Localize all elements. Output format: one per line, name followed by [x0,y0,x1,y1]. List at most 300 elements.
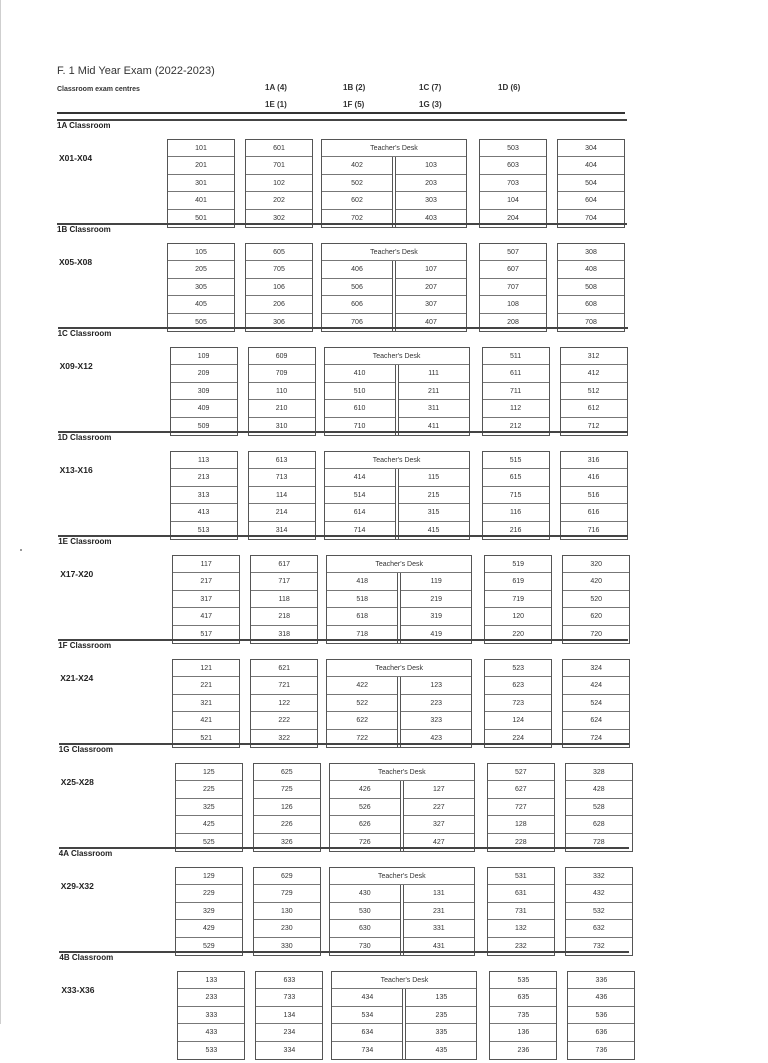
classroom-section [57,121,631,231]
seat-range: X17-X20 [60,569,94,579]
seat-number: 234 [256,1024,322,1041]
seat-number: 330 [280,942,293,950]
seat-number: 734 [361,1046,374,1054]
seat-number: 332 [566,868,632,885]
seat-column [322,157,396,227]
seat-column [167,243,235,332]
seat-number: 134 [256,1007,322,1024]
seat-column [327,677,401,747]
seat-number: 209 [171,365,237,382]
seat-number: 636 [568,1024,634,1041]
teacher-desk-block [321,139,467,228]
seat-number: 110 [249,383,315,400]
classroom-section [58,745,633,855]
section-divider [58,639,628,641]
seat-number: 720 [590,630,603,638]
seat-number: 220 [512,630,525,638]
seat-column [325,365,399,435]
seat-number: 536 [568,1007,634,1024]
seat-column [479,243,547,332]
seat-number: 735 [490,1007,556,1024]
seat-number: 317 [173,591,239,608]
teacher-desk-label: Teacher's Desk [330,764,474,781]
seat-column [401,677,471,747]
seat-number: 514 [325,487,395,504]
seat-number: 507 [480,244,546,261]
seat-column [482,451,550,540]
seat-number: 509 [197,422,210,430]
seat-number: 105 [168,244,234,261]
section-divider [59,847,629,849]
seat-number: 408 [558,261,624,278]
class-count-1b: 1B (2) [343,83,366,92]
teacher-desk-block [326,659,472,748]
seat-column [255,971,323,1060]
seat-number: 103 [396,157,466,174]
seat-column [245,139,313,228]
seat-column [248,451,316,540]
seat-range: X29-X32 [60,881,94,891]
seat-number: 125 [176,764,242,781]
class-count-1f: 1F (5) [343,100,365,109]
seat-number: 204 [507,214,519,222]
seat-number: 708 [585,318,597,326]
seat-number: 119 [401,573,471,590]
seat-number: 219 [401,591,471,608]
classroom-section [58,537,632,647]
seat-number: 519 [485,556,551,573]
seat-column [250,659,318,748]
seat-number: 327 [404,816,474,833]
seat-column [484,555,552,644]
seat-number: 715 [483,487,549,504]
scan-speck [20,549,22,551]
class-count-1g: 1G (3) [419,100,442,109]
seat-number: 522 [327,695,397,712]
seat-number: 630 [330,920,400,937]
seat-number: 205 [168,261,234,278]
seat-number: 133 [178,972,244,989]
classroom-name: 1A Classroom [57,121,111,130]
seat-number: 135 [406,989,476,1006]
seat-number: 523 [485,660,551,677]
seat-number: 320 [563,556,629,573]
seat-number: 530 [330,903,400,920]
seat-number: 434 [332,989,402,1006]
seat-number: 230 [254,920,320,937]
seat-number: 417 [173,608,239,625]
teacher-desk-block [321,243,467,332]
seat-number: 726 [358,838,371,846]
seat-number: 129 [176,868,242,885]
seat-number: 603 [480,157,546,174]
page-subtitle: Classroom exam centres [57,86,140,93]
teacher-desk-label: Teacher's Desk [332,972,476,989]
seat-number: 607 [480,261,546,278]
seat-number: 510 [325,383,395,400]
seat-number: 615 [483,469,549,486]
seat-number: 304 [558,140,624,157]
seat-number: 727 [488,799,554,816]
seat-number: 634 [332,1024,402,1041]
seat-number: 704 [585,214,597,222]
seat-number: 610 [325,400,395,417]
seat-number: 410 [325,365,395,382]
seat-number: 711 [483,383,549,400]
seat-number: 508 [558,279,624,296]
seat-number: 611 [483,365,549,382]
classroom-section [59,953,633,1063]
seat-number: 725 [254,781,320,798]
seat-number: 221 [173,677,239,694]
seat-number: 425 [176,816,242,833]
seat-number: 422 [327,677,397,694]
seat-number: 404 [558,157,624,174]
classroom-section [57,433,632,543]
seat-number: 719 [485,591,551,608]
seat-number: 121 [173,660,239,677]
seat-number: 235 [406,1007,476,1024]
seat-number: 324 [563,660,629,677]
seat-number: 604 [558,192,624,209]
seat-column [479,139,547,228]
seat-number: 602 [322,192,392,209]
section-divider [58,431,628,433]
seat-number: 310 [275,422,288,430]
seat-number: 618 [327,608,397,625]
seat-number: 419 [430,630,443,638]
seat-column [177,971,245,1060]
seat-number: 632 [566,920,632,937]
seat-column [245,243,313,332]
seat-number: 123 [401,677,471,694]
seat-number: 702 [351,214,363,222]
seat-number: 228 [514,838,527,846]
seat-column [322,261,396,331]
seat-number: 326 [280,838,293,846]
seat-number: 703 [480,175,546,192]
seat-number: 535 [490,972,556,989]
seat-number: 215 [399,487,469,504]
classroom-section [58,849,633,959]
seat-column [482,347,550,436]
seat-number: 322 [278,734,291,742]
seat-range: X09-X12 [59,361,93,371]
seat-column [175,763,243,852]
seat-number: 608 [558,296,624,313]
seat-number: 111 [399,365,469,382]
teacher-desk-label: Teacher's Desk [322,140,466,157]
seat-number: 504 [558,175,624,192]
seat-range: X25-X28 [60,777,94,787]
seat-number: 724 [590,734,603,742]
seat-number: 226 [254,816,320,833]
seat-number: 403 [425,214,437,222]
seat-number: 534 [332,1007,402,1024]
seat-number: 203 [396,175,466,192]
seat-number: 333 [178,1007,244,1024]
seat-number: 421 [173,712,239,729]
classroom-name: 1C Classroom [57,329,112,338]
seat-number: 619 [485,573,551,590]
header-divider [57,112,625,114]
seat-number: 533 [205,1046,218,1054]
seat-range: X05-X08 [59,257,93,267]
seat-number: 532 [566,903,632,920]
seat-column [399,469,469,539]
seat-column [487,867,555,956]
seat-number: 601 [246,140,312,157]
seat-number: 712 [587,422,600,430]
seat-range: X21-X24 [60,673,94,683]
seat-number: 113 [171,452,237,469]
seat-column [330,885,404,955]
seat-number: 405 [168,296,234,313]
seat-number: 707 [480,279,546,296]
seat-number: 130 [254,903,320,920]
seat-number: 527 [488,764,554,781]
seat-column [404,781,474,851]
teacher-desk-label: Teacher's Desk [325,452,469,469]
seat-number: 728 [592,838,605,846]
seat-number: 107 [396,261,466,278]
seat-number: 432 [566,885,632,902]
seat-column [170,347,238,436]
seat-number: 136 [490,1024,556,1041]
seat-column [253,867,321,956]
teacher-desk-block [324,451,470,540]
seat-number: 525 [202,838,215,846]
seat-number: 623 [485,677,551,694]
seat-number: 236 [517,1046,530,1054]
seat-column [167,139,235,228]
seat-number: 729 [254,885,320,902]
seat-number: 718 [356,630,369,638]
seat-number: 207 [396,279,466,296]
seat-number: 331 [404,920,474,937]
seat-number: 612 [561,400,627,417]
classroom-name: 1E Classroom [58,537,112,546]
seat-number: 115 [399,469,469,486]
seat-column [487,763,555,852]
seat-number: 120 [485,608,551,625]
seat-number: 710 [353,422,366,430]
seat-number: 104 [480,192,546,209]
seat-number: 512 [561,383,627,400]
seat-number: 406 [322,261,392,278]
seat-number: 106 [246,279,312,296]
seat-range: X33-X36 [61,985,95,995]
seat-number: 328 [566,764,632,781]
seat-number: 223 [401,695,471,712]
seat-number: 102 [246,175,312,192]
seat-number: 415 [427,526,440,534]
seat-number: 428 [566,781,632,798]
seat-column [560,451,628,540]
teacher-desk-block [331,971,477,1060]
seat-range: X13-X16 [59,465,93,475]
classroom-section [58,641,632,751]
seat-number: 521 [200,734,213,742]
seat-number: 627 [488,781,554,798]
seat-number: 222 [251,712,317,729]
section-divider [59,951,629,953]
seat-number: 214 [249,504,315,521]
seat-column [557,243,625,332]
seat-number: 206 [246,296,312,313]
seat-column [248,347,316,436]
seat-number: 305 [168,279,234,296]
seat-number: 202 [246,192,312,209]
seat-column [175,867,243,956]
seat-number: 716 [587,526,600,534]
seat-number: 436 [568,989,634,1006]
seat-number: 213 [171,469,237,486]
seat-number: 414 [325,469,395,486]
seat-column [399,365,469,435]
seat-number: 701 [246,157,312,174]
seat-number: 131 [404,885,474,902]
seat-number: 212 [509,422,522,430]
seat-number: 505 [195,318,207,326]
seat-column [567,971,635,1060]
seat-number: 319 [401,608,471,625]
seat-column [565,867,633,956]
seat-column [172,555,240,644]
seat-number: 502 [322,175,392,192]
class-count-1a: 1A (4) [265,83,287,92]
seat-number: 631 [488,885,554,902]
seat-number: 427 [432,838,445,846]
seat-number: 229 [176,885,242,902]
seat-number: 101 [168,140,234,157]
seat-number: 233 [178,989,244,1006]
seat-number: 127 [404,781,474,798]
seat-number: 217 [173,573,239,590]
seat-number: 528 [566,799,632,816]
seat-number: 313 [171,487,237,504]
seat-number: 424 [563,677,629,694]
seat-number: 303 [396,192,466,209]
seat-number: 122 [251,695,317,712]
seat-number: 515 [483,452,549,469]
seat-column [172,659,240,748]
classroom-section [57,225,631,335]
seat-number: 616 [561,504,627,521]
seat-column [489,971,557,1060]
seat-number: 128 [488,816,554,833]
seat-range: X01-X04 [59,153,93,163]
seat-number: 617 [251,556,317,573]
seat-column [565,763,633,852]
seat-number: 315 [399,504,469,521]
seat-number: 722 [356,734,369,742]
classroom-name: 4B Classroom [59,953,114,962]
seat-number: 717 [251,573,317,590]
seat-column [484,659,552,748]
seat-number: 416 [561,469,627,486]
seat-number: 429 [176,920,242,937]
seat-number: 118 [251,591,317,608]
teacher-desk-block [329,867,475,956]
seat-number: 633 [256,972,322,989]
seat-column [562,659,630,748]
seat-column [332,989,406,1059]
seat-number: 435 [435,1046,448,1054]
seat-number: 323 [401,712,471,729]
seat-number: 336 [568,972,634,989]
seat-number: 132 [488,920,554,937]
seat-number: 531 [488,868,554,885]
seat-number: 307 [396,296,466,313]
classroom-name: 4A Classroom [58,849,113,858]
seat-number: 116 [483,504,549,521]
seat-column [325,469,399,539]
seat-number: 413 [171,504,237,521]
seat-number: 518 [327,591,397,608]
seat-number: 513 [197,526,210,534]
seat-number: 306 [273,318,285,326]
seat-number: 114 [249,487,315,504]
seat-number: 628 [566,816,632,833]
class-count-1d: 1D (6) [498,83,521,92]
seat-number: 714 [353,526,366,534]
seat-number: 430 [330,885,400,902]
seat-column [396,157,466,227]
seat-number: 730 [358,942,371,950]
seat-number: 423 [430,734,443,742]
classroom-name: 1F Classroom [58,641,112,650]
seat-number: 316 [561,452,627,469]
seat-number: 109 [171,348,237,365]
seat-column [330,781,404,851]
seat-number: 736 [595,1046,608,1054]
seat-number: 308 [558,244,624,261]
seat-number: 622 [327,712,397,729]
seat-column [250,555,318,644]
seat-column [396,261,466,331]
seat-number: 335 [406,1024,476,1041]
teacher-desk-block [329,763,475,852]
seat-number: 731 [488,903,554,920]
seat-number: 709 [249,365,315,382]
seat-number: 225 [176,781,242,798]
seat-number: 232 [514,942,527,950]
seat-number: 517 [200,630,213,638]
seat-number: 605 [246,244,312,261]
seat-number: 625 [254,764,320,781]
seat-number: 325 [176,799,242,816]
seat-number: 501 [195,214,207,222]
seat-number: 526 [330,799,400,816]
seat-number: 418 [327,573,397,590]
seat-number: 733 [256,989,322,1006]
teacher-desk-label: Teacher's Desk [327,660,471,677]
seat-number: 231 [404,903,474,920]
seat-column [170,451,238,540]
seat-number: 311 [399,400,469,417]
seat-number: 431 [432,942,445,950]
teacher-desk-label: Teacher's Desk [322,244,466,261]
seat-number: 211 [399,383,469,400]
seat-column [253,763,321,852]
seat-number: 629 [254,868,320,885]
seat-number: 705 [246,261,312,278]
seat-number: 635 [490,989,556,1006]
page-title: F. 1 Mid Year Exam (2022-2023) [57,65,215,77]
seat-number: 511 [483,348,549,365]
seat-number: 412 [561,365,627,382]
